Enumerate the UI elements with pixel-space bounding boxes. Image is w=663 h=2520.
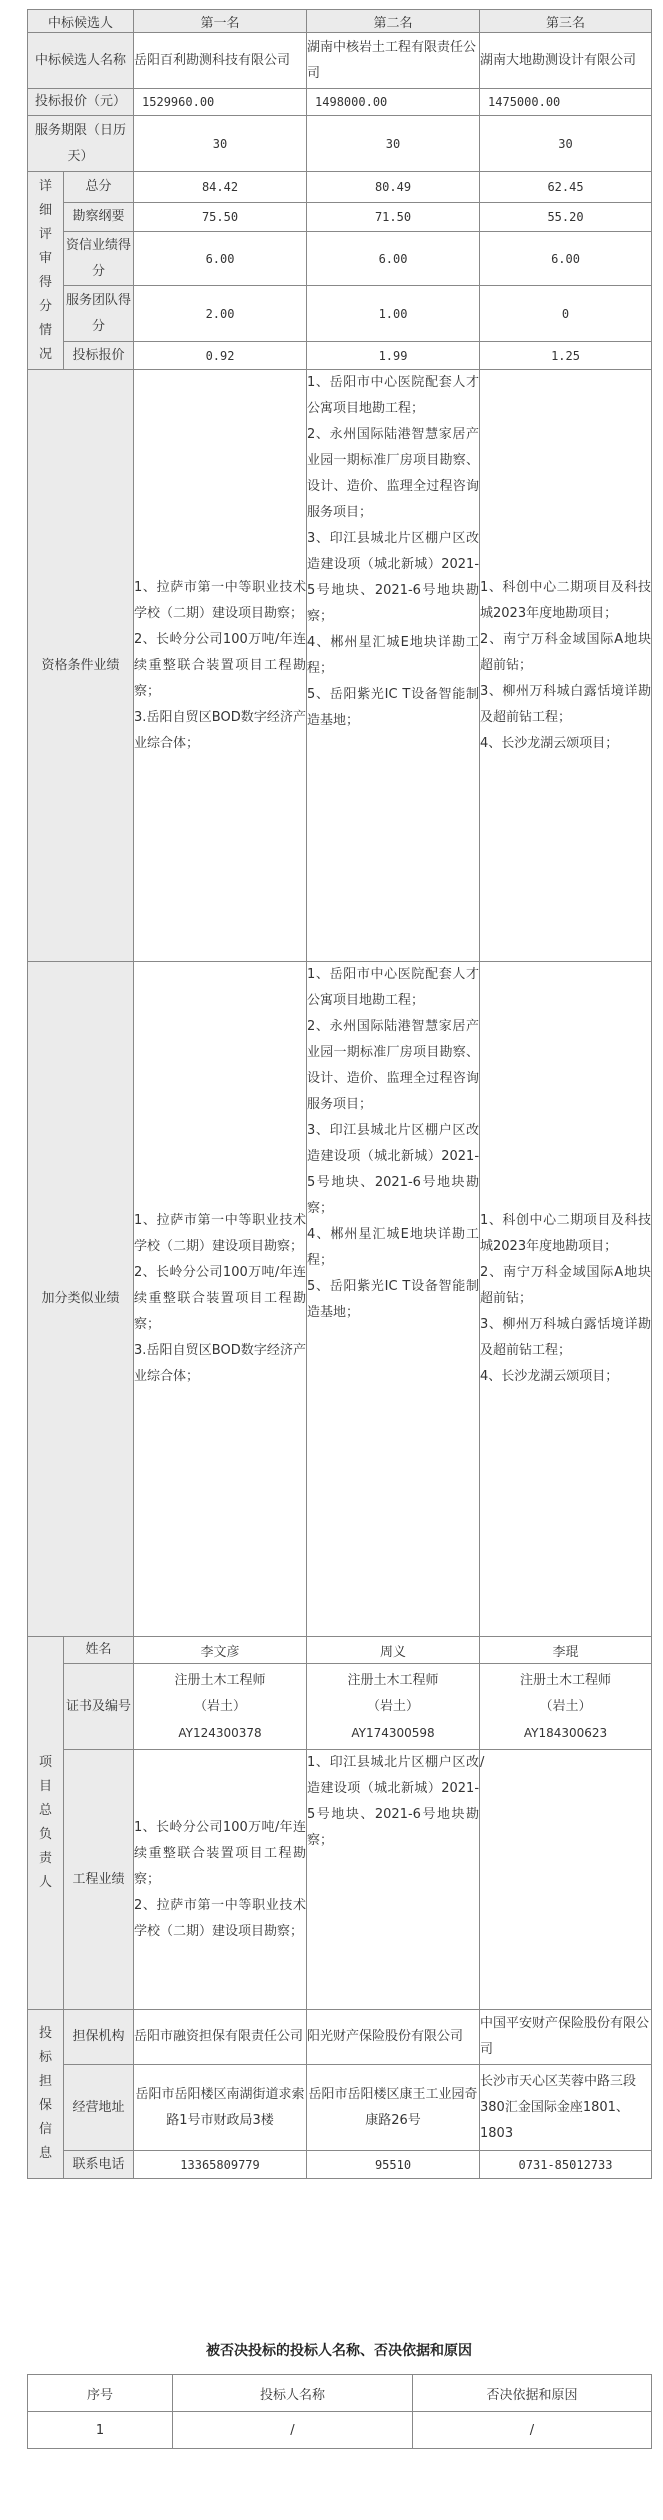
- perf-item: 1、长岭分公司100万吨/年连续重整联合装置项目工程勘察；: [134, 1819, 307, 1887]
- manager-perf-label: 工程业绩: [64, 1750, 134, 2010]
- qualification-c3-item: 2、南宁万科金域国际A地块超前钻；: [480, 631, 652, 673]
- qualification-c2-item: 3、印江县城北片区棚户区改造建设项（城北新城）2021-5号地块、2021-6号地块勘察；: [307, 531, 480, 624]
- bonus-c2-item: 1、岳阳市中心医院配套人才公寓项目地勘工程；: [307, 967, 480, 1008]
- bid-price-3: 1475000.00: [480, 89, 652, 116]
- guarantee-agency-2: 阳光财产保险股份有限公司: [307, 2010, 480, 2065]
- qualification-c1: [134, 370, 307, 962]
- bid-price-label: 投标报价（元）: [28, 89, 134, 116]
- score-total-label: 总分: [64, 172, 134, 203]
- guarantee-agency-label: 担保机构: [64, 2010, 134, 2065]
- qualification-c3-item: 3、柳州万科城白露恬境详勘及超前钻工程；: [480, 683, 652, 725]
- perf-item: 2、拉萨市第一中等职业技术学校（二期）建设项目勘察；: [134, 1897, 307, 1939]
- score-credit-label: 资信业绩得分: [64, 232, 134, 286]
- bonus-c3-item: 1、科创中心二期项目及科技城2023年度地勘项目；: [480, 1213, 652, 1254]
- score-team-2: 1.00: [307, 286, 480, 342]
- detail-score-label: 详细评审得分情况: [28, 172, 64, 370]
- bid-price-1: 1529960.00: [134, 89, 307, 116]
- qualification-c3-item: 4、长沙龙湖云颂项目；: [480, 735, 619, 751]
- header-rank-1: 第一名: [134, 10, 307, 33]
- neg-header-reason: 否决依据和原因: [413, 2375, 652, 2412]
- neg-row-reason: /: [413, 2412, 652, 2449]
- guarantee-agency-1: 岳阳市融资担保有限责任公司: [134, 2010, 307, 2065]
- neg-header-index: 序号: [28, 2375, 173, 2412]
- score-price-1: 0.92: [134, 342, 307, 370]
- score-credit-3: 6.00: [480, 232, 652, 286]
- cert-number: AY184300623: [523, 1725, 608, 1740]
- qualification-c2-item: 5、岳阳紫光IC T设备智能制造基地；: [307, 687, 480, 728]
- neg-row-index: 1: [28, 2412, 173, 2449]
- candidate-name-3: 湖南大地勘测设计有限公司: [480, 33, 652, 89]
- manager-name-3: 李琨: [480, 1637, 652, 1664]
- manager-cert-3: [480, 1664, 652, 1750]
- service-period-label: 服务期限（日历天）: [28, 116, 134, 172]
- manager-cert-1: [134, 1664, 307, 1750]
- score-outline-1: 75.50: [134, 203, 307, 232]
- bonus-c1-item: 1、拉萨市第一中等职业技术学校（二期）建设项目勘察；: [134, 1213, 307, 1254]
- score-outline-2: 71.50: [307, 203, 480, 232]
- cert-discipline: （岩土）: [194, 1698, 247, 1714]
- guarantee-group-label: 投标担保信息: [28, 2010, 64, 2179]
- score-price-3: 1.25: [480, 342, 652, 370]
- qualification-c2-item: 1、岳阳市中心医院配套人才公寓项目地勘工程；: [307, 375, 480, 416]
- bid-price-2: 1498000.00: [307, 89, 480, 116]
- manager-name-1: 李文彦: [134, 1637, 307, 1664]
- score-team-1: 2.00: [134, 286, 307, 342]
- qualification-c1-item: 3.岳阳自贸区BOD数字经济产业综合体；: [134, 709, 307, 751]
- manager-perf-3: [480, 1750, 652, 2010]
- bonus-c1-item: 3.岳阳自贸区BOD数字经济产业综合体；: [134, 1343, 307, 1384]
- cert-number: AY174300598: [351, 1725, 435, 1740]
- guarantee-address-2: 岳阳市岳阳楼区康王工业园奇康路26号: [307, 2065, 480, 2151]
- qualification-c1-item: 1、拉萨市第一中等职业技术学校（二期）建设项目勘察；: [134, 579, 307, 621]
- manager-perf-2: [307, 1750, 480, 2010]
- candidate-name-2: 湖南中核岩土工程有限责任公司: [307, 33, 480, 89]
- bonus-label: 加分类似业绩: [28, 962, 134, 1637]
- negative-section-title: 被否决投标的投标人名称、否决依据和原因: [206, 2343, 472, 2359]
- guarantee-phone-1: 13365809779: [134, 2151, 307, 2179]
- qualification-c3-item: 1、科创中心二期项目及科技城2023年度地勘项目；: [480, 579, 652, 621]
- cert-title: 注册土木工程师: [520, 1672, 612, 1688]
- header-rank-3: 第三名: [480, 10, 652, 33]
- cert-discipline: （岩土）: [539, 1698, 592, 1714]
- guarantee-address-3: 长沙市天心区芙蓉中路三段380汇金国际金座1801、1803: [480, 2065, 652, 2151]
- perf-item: 1、印江县城北片区棚户区改造建设项（城北新城）2021-5号地块、2021-6号地块勘察；: [307, 1755, 480, 1848]
- bonus-c2-item: 2、永州国际陆港智慧家居产业园一期标准厂房项目勘察、设计、造价、监理全过程咨询服务项目；: [307, 1019, 480, 1112]
- manager-name-2: 周义: [307, 1637, 480, 1664]
- qualification-label: 资格条件业绩: [28, 370, 134, 962]
- service-period-1: 30: [134, 116, 307, 172]
- score-price-2: 1.99: [307, 342, 480, 370]
- score-team-3: 0: [480, 286, 652, 342]
- qualification-c1-item: 2、长岭分公司100万吨/年连续重整联合装置项目工程勘察；: [134, 631, 307, 699]
- bonus-c1-item: 2、长岭分公司100万吨/年连续重整联合装置项目工程勘察；: [134, 1265, 307, 1332]
- score-total-2: 80.49: [307, 172, 480, 203]
- bonus-c1: [134, 962, 307, 1637]
- manager-cert-2: [307, 1664, 480, 1750]
- manager-group-label: 项目总负责人: [28, 1637, 64, 2010]
- qualification-c2-item: 2、永州国际陆港智慧家居产业园一期标准厂房项目勘察、设计、造价、监理全过程咨询服务项目；: [307, 427, 480, 520]
- guarantee-phone-3: 0731-85012733: [480, 2151, 652, 2179]
- guarantee-phone-label: 联系电话: [64, 2151, 134, 2179]
- guarantee-address-1: 岳阳市岳阳楼区南湖街道求索路1号市财政局3楼: [134, 2065, 307, 2151]
- neg-row-bidder: /: [173, 2412, 413, 2449]
- qualification-c2-item: 4、郴州星汇城E地块详勘工程；: [307, 635, 480, 676]
- negative-table: [27, 2374, 652, 2449]
- score-outline-label: 勘察纲要: [64, 203, 134, 232]
- guarantee-phone-2: 95510: [307, 2151, 480, 2179]
- score-team-label: 服务团队得分: [64, 286, 134, 342]
- candidate-table: [27, 9, 652, 2179]
- cert-title: 注册土木工程师: [347, 1672, 439, 1688]
- service-period-3: 30: [480, 116, 652, 172]
- candidate-name-label: 中标候选人名称: [28, 33, 134, 89]
- bonus-c3-item: 2、南宁万科金域国际A地块超前钻；: [480, 1265, 652, 1306]
- bonus-c2-item: 5、岳阳紫光IC T设备智能制造基地；: [307, 1279, 480, 1320]
- score-total-1: 84.42: [134, 172, 307, 203]
- score-total-3: 62.45: [480, 172, 652, 203]
- bonus-c3: [480, 962, 652, 1637]
- guarantee-agency-3: 中国平安财产保险股份有限公司: [480, 2010, 652, 2065]
- bonus-c3-item: 4、长沙龙湖云颂项目；: [480, 1369, 619, 1384]
- neg-header-bidder: 投标人名称: [173, 2375, 413, 2412]
- bonus-c2: [307, 962, 480, 1637]
- bonus-c2-item: 3、印江县城北片区棚户区改造建设项（城北新城）2021-5号地块、2021-6号地块勘察；: [307, 1123, 480, 1216]
- score-credit-2: 6.00: [307, 232, 480, 286]
- score-credit-1: 6.00: [134, 232, 307, 286]
- manager-name-label: 姓名: [64, 1637, 134, 1664]
- score-price-label: 投标报价: [64, 342, 134, 370]
- header-rank-2: 第二名: [307, 10, 480, 33]
- manager-cert-label: 证书及编号: [64, 1664, 134, 1750]
- candidate-name-1: 岳阳百利勘测科技有限公司: [134, 33, 307, 89]
- service-period-2: 30: [307, 116, 480, 172]
- score-outline-3: 55.20: [480, 203, 652, 232]
- perf-item: /: [480, 1755, 485, 1770]
- header-candidate: 中标候选人: [28, 10, 134, 33]
- cert-number: AY124300378: [178, 1725, 262, 1740]
- guarantee-address-label: 经营地址: [64, 2065, 134, 2151]
- cert-title: 注册土木工程师: [174, 1672, 266, 1688]
- bonus-c3-item: 3、柳州万科城白露恬境详勘及超前钻工程；: [480, 1317, 652, 1358]
- cert-discipline: （岩土）: [367, 1698, 420, 1714]
- bonus-c2-item: 4、郴州星汇城E地块详勘工程；: [307, 1227, 480, 1268]
- qualification-c2: [307, 370, 480, 962]
- qualification-c3: [480, 370, 652, 962]
- manager-perf-1: [134, 1750, 307, 2010]
